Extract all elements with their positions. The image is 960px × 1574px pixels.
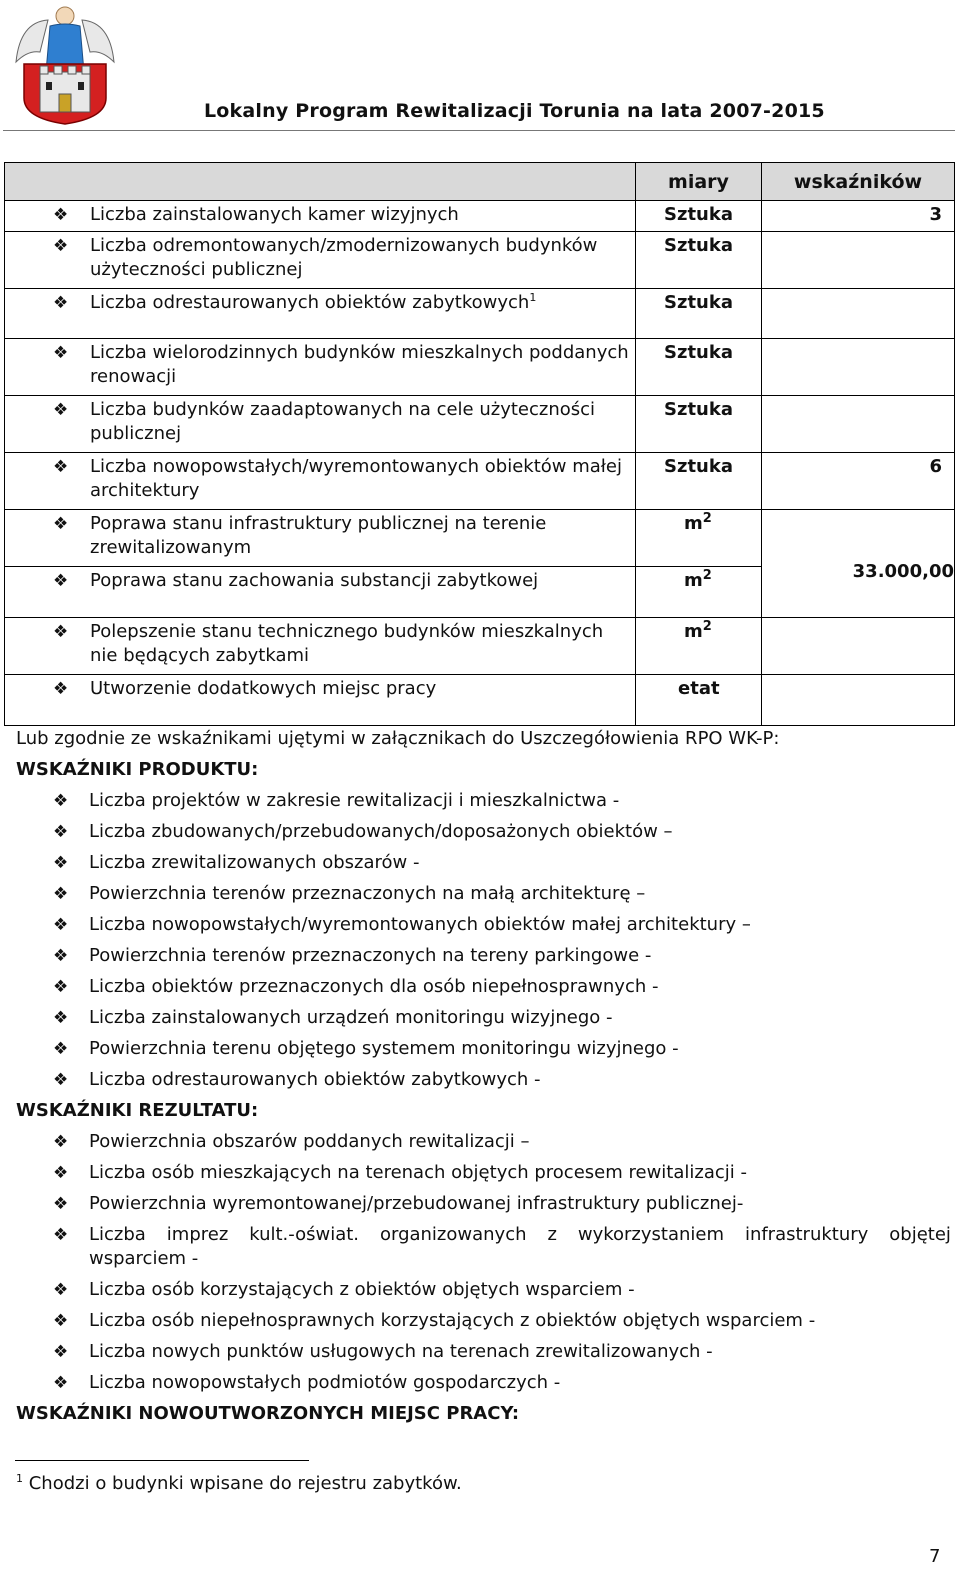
list-item: ❖ Powierzchnia obszarów poddanych rewitalizacji – xyxy=(53,1131,530,1152)
table-header-row xyxy=(5,163,955,201)
row-text: Poprawa stanu zachowania substancji zabytkowej xyxy=(90,570,539,591)
bullet-icon: ❖ xyxy=(53,884,69,904)
page-number: 7 xyxy=(929,1546,941,1567)
table-header-cell xyxy=(5,163,636,201)
unit-exponent: 2 xyxy=(702,619,712,634)
bullet-icon: ❖ xyxy=(53,946,69,966)
row-unit: Sztuka xyxy=(664,342,733,363)
row-value xyxy=(762,289,954,291)
list-item: ❖ Liczba nowopowstałych podmiotów gospodarczych - xyxy=(53,1372,561,1393)
list-item: ❖ Liczba nowych punktów usługowych na terenach zrewitalizowanych - xyxy=(53,1341,713,1362)
row-unit: Sztuka xyxy=(664,235,733,256)
bullet-icon: ❖ xyxy=(53,915,69,935)
table-header-cell: wskaźników xyxy=(762,163,955,201)
row-value: 6 xyxy=(929,456,942,477)
bullet-icon: ❖ xyxy=(53,343,69,363)
row-value xyxy=(762,396,954,398)
bullet-icon: ❖ xyxy=(53,622,69,642)
list-item: ❖ Liczba odrestaurowanych obiektów zabytkowych - xyxy=(53,1069,541,1090)
bullet-icon: ❖ xyxy=(53,205,69,225)
row-value: 3 xyxy=(929,204,942,225)
bullet-icon: ❖ xyxy=(53,1225,69,1245)
row-value xyxy=(762,232,954,234)
indicator-table xyxy=(4,162,955,726)
bullet-icon: ❖ xyxy=(53,679,69,699)
list-item: ❖ Powierzchnia terenów przeznaczonych na tereny parkingowe - xyxy=(53,945,652,966)
row-unit: m xyxy=(684,621,703,642)
row-value xyxy=(762,618,954,620)
bullet-icon: ❖ xyxy=(53,1163,69,1183)
table-header-cell: miary xyxy=(636,163,762,201)
bullet-icon: ❖ xyxy=(53,1342,69,1362)
list-item: ❖ Powierzchnia wyremontowanej/przebudowanej infrastruktury publicznej- xyxy=(53,1193,744,1214)
list-item: ❖ Liczba zbudowanych/przebudowanych/doposażonych obiektów – xyxy=(53,821,673,842)
row-text: Liczba wielorodzinnych budynków mieszkalnych poddanych renowacji xyxy=(90,342,629,387)
heading-produkt: WSKAŹNIKI PRODUKTU: xyxy=(16,759,259,780)
row-unit: Sztuka xyxy=(664,204,733,225)
indicators-section xyxy=(16,727,951,1433)
table-row xyxy=(5,232,955,289)
row-unit: Sztuka xyxy=(664,292,733,313)
bullet-icon: ❖ xyxy=(53,1039,69,1059)
list-item: ❖ Liczba projektów w zakresie rewitalizacji i mieszkalnictwa - xyxy=(53,790,620,811)
row-value: 33.000,00 xyxy=(852,560,954,582)
list-item: ❖ Liczba imprez kult.-oświat. organizowanych z wykorzystaniem infrastruktury objętej wsparciem - xyxy=(53,1224,951,1269)
list-item: ❖ Liczba obiektów przeznaczonych dla osób niepełnosprawnych - xyxy=(53,976,659,997)
bullet-icon: ❖ xyxy=(53,1132,69,1152)
row-unit: m xyxy=(684,570,703,591)
row-unit: Sztuka xyxy=(664,399,733,420)
row-text: Liczba odremontowanych/zmodernizowanych budynków użyteczności publicznej xyxy=(90,235,598,280)
bullet-icon: ❖ xyxy=(53,1311,69,1331)
row-unit: m xyxy=(684,513,703,534)
table-row xyxy=(5,453,955,510)
heading-rezultat: WSKAŹNIKI REZULTATU: xyxy=(16,1100,259,1121)
row-text: Polepszenie stanu technicznego budynków mieszkalnych nie będących zabytkami xyxy=(90,621,604,666)
row-value xyxy=(762,339,954,341)
list-item: ❖ Liczba osób mieszkających na terenach objętych procesem rewitalizacji - xyxy=(53,1162,747,1183)
torun-coat-of-arms-icon xyxy=(10,2,120,126)
bullet-icon: ❖ xyxy=(53,293,69,313)
table-row xyxy=(5,675,955,726)
heading-miejsca-pracy: WSKAŹNIKI NOWOUTWORZONYCH MIEJSC PRACY: xyxy=(16,1403,520,1424)
row-text: Liczba zainstalowanych kamer wizyjnych xyxy=(90,204,459,225)
table-row xyxy=(5,396,955,453)
intro-paragraph: Lub zgodnie ze wskaźnikami ujętymi w załącznikach do Uszczegółowienia RPO WK-P: xyxy=(16,728,780,749)
bullet-icon: ❖ xyxy=(53,822,69,842)
table-row xyxy=(5,618,955,675)
footnote xyxy=(16,1473,462,1494)
bullet-icon: ❖ xyxy=(53,1280,69,1300)
bullet-icon: ❖ xyxy=(53,791,69,811)
bullet-icon: ❖ xyxy=(53,236,69,256)
bullet-icon: ❖ xyxy=(53,1008,69,1028)
bullet-icon: ❖ xyxy=(53,457,69,477)
list-item: ❖ Liczba zainstalowanych urządzeń monitoringu wizyjnego - xyxy=(53,1007,613,1028)
list-item: ❖ Liczba zrewitalizowanych obszarów - xyxy=(53,852,420,873)
unit-exponent: 2 xyxy=(702,511,712,526)
justified-line: Liczba imprez kult.-oświat. organizowanych z wykorzystaniem infrastruktury objętej xyxy=(89,1224,951,1245)
table-row xyxy=(5,201,955,232)
bullet-icon: ❖ xyxy=(53,514,69,534)
row-text: Liczba nowopowstałych/wyremontowanych obiektów małej architektury xyxy=(90,456,622,501)
row-text: Poprawa stanu infrastruktury publicznej na terenie zrewitalizowanym xyxy=(90,513,547,558)
bullet-icon: ❖ xyxy=(53,571,69,591)
unit-exponent: 2 xyxy=(702,568,712,583)
table-row xyxy=(5,289,955,339)
footnote-separator xyxy=(15,1460,309,1461)
bullet-icon: ❖ xyxy=(53,1373,69,1393)
row-text: Liczba budynków zaadaptowanych na cele użyteczności publicznej xyxy=(90,399,596,444)
header-rule xyxy=(3,130,955,131)
row-value xyxy=(762,675,954,677)
list-item: ❖ Liczba osób korzystających z obiektów objętych wsparciem - xyxy=(53,1279,635,1300)
bullet-icon: ❖ xyxy=(53,977,69,997)
bullet-icon: ❖ xyxy=(53,1070,69,1090)
row-text: Utworzenie dodatkowych miejsc pracy xyxy=(90,678,437,699)
list-item: ❖ Powierzchnia terenu objętego systemem monitoringu wizyjnego - xyxy=(53,1038,679,1059)
list-item: ❖ Powierzchnia terenów przeznaczonych na małą architekturę – xyxy=(53,883,646,904)
bullet-icon: ❖ xyxy=(53,1194,69,1214)
list-item: ❖ Liczba osób niepełnosprawnych korzystających z obiektów objętych wsparciem - xyxy=(53,1310,816,1331)
footnote-mark: 1 xyxy=(16,1472,23,1485)
bullet-icon: ❖ xyxy=(53,853,69,873)
row-text: Liczba odrestaurowanych obiektów zabytkowych xyxy=(90,292,530,313)
footnote-ref: 1 xyxy=(529,291,537,304)
table-row xyxy=(5,510,955,567)
bullet-icon: ❖ xyxy=(53,400,69,420)
list-item: ❖ Liczba nowopowstałych/wyremontowanych obiektów małej architektury – xyxy=(53,914,751,935)
footnote-text: Chodzi o budynki wpisane do rejestru zabytków. xyxy=(28,1473,462,1494)
row-unit: Sztuka xyxy=(664,456,733,477)
row-unit: etat xyxy=(678,678,720,699)
document-title: Lokalny Program Rewitalizacji Torunia na lata 2007-2015 xyxy=(204,100,825,122)
table-row xyxy=(5,339,955,396)
